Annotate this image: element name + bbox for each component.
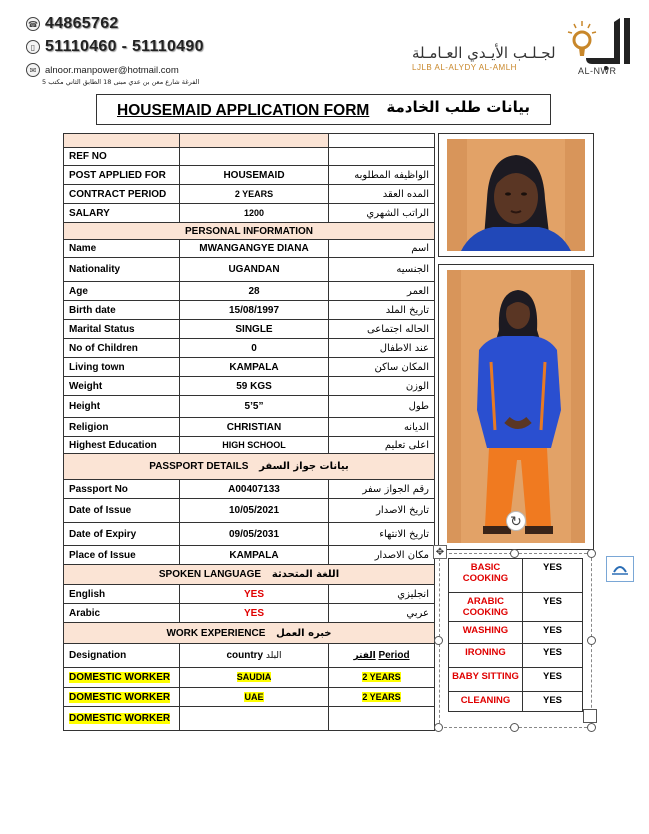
field-label-arabic: الراتب الشهري [329, 204, 435, 223]
field-label-arabic: عربي [329, 604, 435, 623]
work-country: SAUDIA [180, 668, 329, 688]
table-row [64, 134, 435, 148]
table-row-children [64, 339, 435, 358]
table-row-date-of-expiry [64, 523, 435, 546]
application-form-table [63, 133, 435, 731]
table-row-age [64, 282, 435, 301]
field-label-arabic: تاريخ الاصدار [329, 499, 435, 523]
email-contact [26, 63, 179, 77]
form-title-arabic: بيانات طلب الخادمة [386, 98, 530, 116]
period-header [329, 644, 435, 668]
field-label: POST APPLIED FOR [64, 166, 180, 185]
skill-name: CLEANING [449, 692, 523, 712]
skill-name: BABY SITTING [449, 668, 523, 692]
field-label: Age [64, 282, 180, 301]
field-label-arabic: اسم [329, 240, 435, 258]
section-heading [64, 623, 435, 644]
field-value: HIGH SCHOOL [180, 437, 329, 454]
work-row [64, 688, 435, 707]
field-label: Weight [64, 377, 180, 396]
field-value: A00407133 [180, 480, 329, 499]
portrait-photo [447, 139, 585, 251]
field-label: No of Children [64, 339, 180, 358]
field-label: Marital Status [64, 320, 180, 339]
field-value: 59 KGS [180, 377, 329, 396]
field-label-arabic: الحاله اجتماعى [329, 320, 435, 339]
field-label: Place of Issue [64, 546, 180, 565]
work-period [329, 707, 435, 731]
phone-number: 44865762 [45, 15, 119, 32]
field-value: SINGLE [180, 320, 329, 339]
logo-english-text: LJLB AL-ALYDY AL-AMLH [412, 63, 517, 72]
work-designation: DOMESTIC WORKER [64, 688, 180, 707]
field-label-arabic [329, 148, 435, 166]
resize-handle[interactable] [510, 549, 519, 558]
country-header [180, 644, 329, 668]
skill-row [449, 559, 583, 593]
full-body-photo [447, 270, 585, 543]
logo-arabic-text: لجـلـب الأيـدي العـامـلة [412, 44, 556, 62]
field-label: Height [64, 396, 180, 418]
work-row [64, 668, 435, 688]
field-value: HOUSEMAID [180, 166, 329, 185]
table-row-education [64, 437, 435, 454]
work-period: 2 YEARS [329, 688, 435, 707]
skill-name: ARABIC COOKING [449, 593, 523, 622]
form-title-english: HOUSEMAID APPLICATION FORM [117, 102, 370, 119]
field-value: UGANDAN [180, 258, 329, 282]
resize-handle[interactable] [510, 723, 519, 732]
field-label-arabic: انجليزي [329, 585, 435, 604]
resize-handle[interactable] [587, 636, 596, 645]
mobile-contact [26, 38, 204, 56]
field-label-arabic: المده العقد [329, 185, 435, 204]
mobile-numbers: 51110460 - 51110490 [45, 38, 204, 55]
field-label: REF NO [64, 148, 180, 166]
table-row-english [64, 585, 435, 604]
field-label: Date of Expiry [64, 523, 180, 546]
work-period: 2 YEARS [329, 668, 435, 688]
field-value: 10/05/2021 [180, 499, 329, 523]
field-value: 2 YEARS [180, 185, 329, 204]
field-label-arabic: رقم الجواز سفر [329, 480, 435, 499]
table-row-arabic [64, 604, 435, 623]
skill-answer: YES [523, 644, 583, 668]
skill-answer: YES [523, 559, 583, 593]
work-designation: DOMESTIC WORKER [64, 707, 180, 731]
table-row-passport-no [64, 480, 435, 499]
work-header-row [64, 644, 435, 668]
section-spoken-language [64, 565, 435, 585]
section-work-experience [64, 623, 435, 644]
field-label-arabic: العمر [329, 282, 435, 301]
table-row-salary [64, 204, 435, 223]
field-label-arabic: طول [329, 396, 435, 418]
resize-handle[interactable] [587, 549, 596, 558]
section-heading-english: WORK EXPERIENCE [166, 627, 266, 639]
table-row-place-of-issue [64, 546, 435, 565]
section-passport-details [64, 454, 435, 480]
table-row-living-town [64, 358, 435, 377]
field-label-arabic: تاريخ الانتهاء [329, 523, 435, 546]
table-row-marital-status [64, 320, 435, 339]
field-label: Arabic [64, 604, 180, 623]
section-heading-arabic: خبره العمل [276, 627, 332, 639]
skill-row [449, 668, 583, 692]
logo-brand-text: AL-NWR [578, 66, 617, 76]
field-label-arabic: الوزن [329, 377, 435, 396]
skill-name: WASHING [449, 622, 523, 644]
email-address: alnoor.manpower@hotmail.com [45, 64, 179, 76]
field-label-arabic: المكان ساكن [329, 358, 435, 377]
field-label: Highest Education [64, 437, 180, 454]
work-country [180, 707, 329, 731]
resize-handle[interactable] [434, 723, 443, 732]
office-address: الفرغة شارع معن بن عدي مبنى 18 الطابق الثاني مكتب 5 [42, 78, 200, 86]
table-row-contract [64, 185, 435, 204]
field-value: YES [180, 585, 329, 604]
field-label: Nationality [64, 258, 180, 282]
field-value: 15/08/1997 [180, 301, 329, 320]
country-header-english: country [226, 650, 264, 661]
skill-answer: YES [523, 593, 583, 622]
section-heading [64, 565, 435, 585]
work-designation: DOMESTIC WORKER [64, 668, 180, 688]
field-value: 5’5” [180, 396, 329, 418]
field-label-arabic: الديانه [329, 418, 435, 437]
skill-row [449, 644, 583, 668]
phone-contact [26, 15, 119, 33]
field-label-arabic: مكان الاصدار [329, 546, 435, 565]
skills-table [448, 558, 583, 712]
country-header-arabic: البلد [265, 651, 282, 661]
skill-name: BASIC COOKING [449, 559, 523, 593]
field-value: KAMPALA [180, 546, 329, 565]
section-heading-english: PASSPORT DETAILS [149, 461, 249, 472]
table-row-post [64, 166, 435, 185]
field-label-arabic: الواظيفه المطلوبه [329, 166, 435, 185]
table-row-nationality [64, 258, 435, 282]
section-heading-arabic: بيانات جواز السفر [259, 461, 349, 472]
field-label: Living town [64, 358, 180, 377]
resize-handle[interactable] [587, 723, 596, 732]
table-row-weight [64, 377, 435, 396]
period-header-english: Period [378, 650, 410, 661]
company-logo [562, 18, 636, 72]
field-label-arabic: تاريخ الملد [329, 301, 435, 320]
field-value: KAMPALA [180, 358, 329, 377]
work-row [64, 707, 435, 731]
field-value: 09/05/2031 [180, 523, 329, 546]
mobile-icon: ▯ [26, 40, 40, 54]
field-value: 1200 [180, 204, 329, 223]
field-label: Date of Issue [64, 499, 180, 523]
field-value: 28 [180, 282, 329, 301]
field-value [180, 148, 329, 166]
skill-row [449, 622, 583, 644]
table-resize-handle[interactable] [583, 709, 597, 723]
skill-answer: YES [523, 692, 583, 712]
field-value: MWANGANGYE DIANA [180, 240, 329, 258]
table-row-name [64, 240, 435, 258]
field-label: Religion [64, 418, 180, 437]
skill-answer: YES [523, 668, 583, 692]
skill-row [449, 692, 583, 712]
email-icon: ✉ [26, 63, 40, 77]
field-label: Birth date [64, 301, 180, 320]
table-row-birth-date [64, 301, 435, 320]
period-header-arabic: الفتر [353, 651, 376, 661]
designation-header: Designation [64, 644, 180, 668]
field-value: CHRISTIAN [180, 418, 329, 437]
section-personal-information [64, 223, 435, 240]
section-heading-english: SPOKEN LANGUAGE [158, 569, 262, 580]
field-label: CONTRACT PERIOD [64, 185, 180, 204]
layout-options-icon[interactable] [606, 556, 634, 582]
field-value: YES [180, 604, 329, 623]
rotate-icon[interactable]: ↻ [506, 511, 526, 531]
skill-name: IRONING [449, 644, 523, 668]
field-label-arabic: الجنسيه [329, 258, 435, 282]
field-label: English [64, 585, 180, 604]
section-heading [64, 454, 435, 480]
field-label: Name [64, 240, 180, 258]
field-value: 0 [180, 339, 329, 358]
field-label: SALARY [64, 204, 180, 223]
phone-icon: ☎ [26, 17, 40, 31]
form-title-box [96, 94, 551, 125]
table-row-height [64, 396, 435, 418]
resize-handle[interactable] [434, 636, 443, 645]
table-row-ref-no [64, 148, 435, 166]
section-heading: PERSONAL INFORMATION [64, 223, 435, 240]
table-row-religion [64, 418, 435, 437]
section-heading-arabic: اللغة المتحدثة [271, 569, 340, 580]
skill-row [449, 593, 583, 622]
field-label-arabic: عند الاطفال [329, 339, 435, 358]
move-icon[interactable]: ✥ [433, 545, 447, 559]
table-row-date-of-issue [64, 499, 435, 523]
field-label-arabic: اعلى تعليم [329, 437, 435, 454]
field-label: Passport No [64, 480, 180, 499]
skill-answer: YES [523, 622, 583, 644]
work-country: UAE [180, 688, 329, 707]
